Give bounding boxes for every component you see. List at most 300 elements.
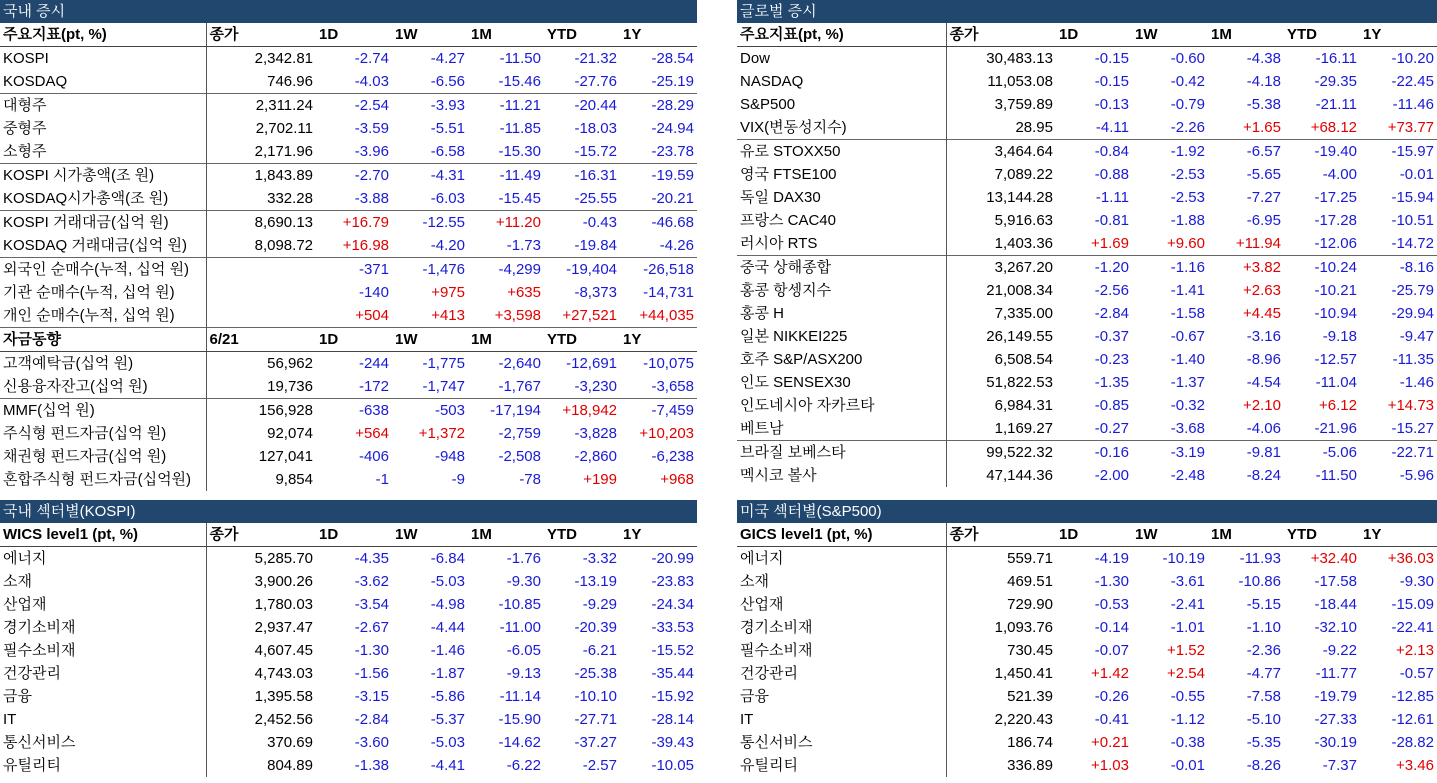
column-header: 1M [468, 23, 544, 47]
change-value: -14.72 [1391, 235, 1434, 252]
domestic-market-panel [0, 0, 697, 491]
change-value: -3,230 [574, 378, 617, 395]
row-label: 대형주 [0, 94, 206, 118]
table-row [737, 232, 1437, 256]
change-value: -15.52 [651, 642, 694, 659]
change-value: -6.58 [430, 143, 465, 160]
row-label: 혼합주식형 펀드자금(십억원) [3, 471, 192, 488]
change-value: -6.84 [430, 550, 465, 567]
change-value: +16.79 [316, 211, 392, 235]
close-value: 186.74 [946, 731, 1056, 754]
change-value: -6.95 [1246, 212, 1281, 229]
change-value: +2.54 [1167, 665, 1205, 682]
change-value: -0.84 [1056, 140, 1132, 164]
change-value: -14,731 [643, 284, 694, 301]
table-row [0, 47, 697, 71]
close-value: 4,743.03 [206, 662, 316, 685]
table-row [737, 163, 1437, 186]
row-label: 고객예탁금(십억 원) [3, 355, 134, 372]
change-value: -15.97 [1360, 140, 1437, 164]
change-value: -12.06 [1314, 235, 1357, 252]
change-value: -10.94 [1314, 305, 1357, 322]
change-value: -0.26 [1094, 688, 1129, 705]
change-value: +11.20 [468, 211, 544, 235]
change-value: -9.29 [582, 596, 617, 613]
change-value: -2.26 [1170, 119, 1205, 136]
change-value: -948 [434, 448, 465, 465]
change-value: -3.93 [392, 94, 468, 118]
change-value: -1,747 [422, 378, 465, 395]
row-label: 금융 [3, 688, 32, 705]
row-label: 유틸리티 [3, 757, 61, 774]
change-value: +3.82 [1208, 256, 1284, 280]
change-value: -3.96 [354, 143, 389, 160]
row-label: KOSDAQ시가총액(조 원) [3, 190, 169, 207]
change-value: -9.30 [506, 573, 541, 590]
column-header: 종가 [206, 523, 316, 547]
row-label: NASDAQ [740, 73, 804, 90]
change-value: -0.15 [1094, 73, 1129, 90]
change-value: -10.10 [574, 688, 617, 705]
change-value: +1.65 [1243, 119, 1281, 136]
change-value: -10,075 [643, 355, 694, 372]
table-row [737, 348, 1437, 371]
column-header: 1Y [1360, 23, 1437, 47]
close-value: 1,395.58 [206, 685, 316, 708]
change-value: -0.13 [1094, 96, 1129, 113]
table-row [737, 47, 1437, 71]
column-header: YTD [544, 523, 620, 547]
row-label: 필수소비재 [740, 642, 813, 659]
column-header: GICS level1 (pt, %) [737, 523, 946, 547]
change-value: -6.57 [1208, 140, 1284, 164]
change-value: -2.41 [1170, 596, 1205, 613]
close-value: 47,144.36 [946, 464, 1056, 487]
change-value: -4.41 [430, 757, 465, 774]
row-label: 통신서비스 [3, 734, 76, 751]
change-value: -2.57 [582, 757, 617, 774]
change-value: +36.03 [1387, 550, 1434, 567]
change-value: -10.86 [1238, 573, 1281, 590]
change-value: -5.03 [430, 573, 465, 590]
change-value: -30.19 [1314, 734, 1357, 751]
table-row [0, 731, 697, 754]
change-value: -9.18 [1322, 328, 1357, 345]
change-value: +44,035 [639, 307, 694, 324]
close-value: 2,702.11 [206, 117, 316, 140]
table-row [737, 616, 1437, 639]
change-value: -28.29 [620, 94, 697, 118]
row-label: MMF(십억 원) [0, 399, 206, 423]
close-value: 2,452.56 [206, 708, 316, 731]
close-value [206, 304, 316, 328]
table-row [0, 422, 697, 445]
change-value: -27.76 [574, 73, 617, 90]
close-value [206, 281, 316, 304]
column-header: 1W [392, 523, 468, 547]
row-label: 유로 STOXX50 [737, 140, 946, 164]
change-value: -2.00 [1094, 467, 1129, 484]
change-value: -1.16 [1132, 256, 1208, 280]
change-value: -2.53 [1170, 189, 1205, 206]
change-value: -9.30 [1399, 573, 1434, 590]
change-value: -6.56 [430, 73, 465, 90]
change-value: -5.96 [1399, 467, 1434, 484]
change-value: -19.59 [620, 164, 697, 188]
change-value: -17.25 [1314, 189, 1357, 206]
column-header: 1W [1132, 23, 1208, 47]
column-header: 1D [1056, 523, 1132, 547]
close-value: 2,342.81 [206, 47, 316, 71]
row-label: S&P500 [740, 96, 796, 113]
change-value: -5.38 [1246, 96, 1281, 113]
domestic-market-table [0, 23, 697, 491]
us-sectors-table [737, 523, 1437, 777]
change-value: -3.19 [1132, 441, 1208, 465]
change-value: -0.85 [1094, 397, 1129, 414]
column-header: 1M [1208, 523, 1284, 547]
close-value: 26,149.55 [946, 325, 1056, 348]
change-value: -9.81 [1208, 441, 1284, 465]
change-value: -6.05 [506, 642, 541, 659]
close-value: 3,267.20 [946, 256, 1056, 280]
fund-flow-header-row [0, 328, 697, 352]
change-value: -1 [375, 471, 389, 488]
change-value: -7.58 [1246, 688, 1281, 705]
column-header: 주요지표(pt, %) [0, 23, 206, 47]
column-header: 1W [392, 23, 468, 47]
close-value: 3,900.26 [206, 570, 316, 593]
change-value: -11.14 [499, 688, 541, 705]
change-value: -15.09 [1391, 596, 1434, 613]
change-value: +3.46 [1396, 757, 1434, 774]
column-header: 1Y [620, 523, 697, 547]
change-value: -8,373 [574, 284, 617, 301]
change-value: -9.47 [1399, 328, 1434, 345]
change-value: -10.24 [1284, 256, 1360, 280]
change-value: -11.35 [1392, 351, 1434, 368]
change-value: -17,194 [468, 399, 544, 423]
close-value: 13,144.28 [946, 186, 1056, 209]
column-header: 1D [316, 523, 392, 547]
table-row [0, 304, 697, 328]
global-market-table [737, 23, 1437, 487]
change-value: -28.14 [651, 711, 694, 728]
change-value: -1.46 [430, 642, 465, 659]
close-value: 336.89 [946, 754, 1056, 777]
change-value: -15.94 [1391, 189, 1434, 206]
close-value: 370.69 [206, 731, 316, 754]
change-value: -3.88 [354, 190, 389, 207]
change-value: +975 [431, 284, 465, 301]
close-value: 3,759.89 [946, 93, 1056, 116]
close-value: 559.71 [946, 547, 1056, 571]
close-value: 746.96 [206, 70, 316, 94]
change-value: -3.61 [1170, 573, 1205, 590]
row-label: Dow [740, 50, 771, 67]
close-value: 51,822.53 [946, 371, 1056, 394]
change-value: -0.23 [1094, 351, 1129, 368]
close-value: 127,041 [206, 445, 316, 468]
row-label: 경기소비재 [740, 619, 813, 636]
close-value: 99,522.32 [946, 441, 1056, 465]
change-value: -1.12 [1170, 711, 1205, 728]
change-value: -17.58 [1314, 573, 1357, 590]
change-value: -15.45 [498, 190, 541, 207]
change-value: -140 [358, 284, 389, 301]
change-value: -4.44 [430, 619, 465, 636]
close-value: 1,403.36 [946, 232, 1056, 256]
change-value: -15.72 [574, 143, 617, 160]
global-header-row [737, 23, 1437, 47]
kospi-sector-header-row [0, 523, 697, 547]
close-value: 4,607.45 [206, 639, 316, 662]
change-value: -16.31 [544, 164, 620, 188]
table-row [0, 662, 697, 685]
row-label: IT [3, 711, 17, 728]
change-value: +504 [355, 307, 389, 324]
close-value: 2,171.96 [206, 140, 316, 164]
change-value: -4.27 [430, 50, 465, 67]
column-header: 종가 [946, 23, 1056, 47]
change-value: -25.79 [1391, 282, 1434, 299]
change-value: +1.52 [1167, 642, 1205, 659]
change-value: -1.92 [1132, 140, 1208, 164]
row-label: KOSDAQ 거래대금(십억 원) [3, 237, 187, 254]
row-label: 영국 FTSE100 [740, 166, 837, 183]
row-label: 개인 순매수(누적, 십억 원) [3, 307, 175, 324]
table-row [0, 140, 697, 164]
us-sectors-title: 미국 섹터별(S&P500) [737, 500, 1437, 523]
change-value: -10.51 [1391, 212, 1434, 229]
change-value: -1.35 [1094, 374, 1129, 391]
change-value: +413 [431, 307, 465, 324]
change-value: -4.54 [1246, 374, 1281, 391]
change-value: -3.59 [354, 120, 389, 137]
close-value: 5,916.63 [946, 209, 1056, 232]
change-value: -6.22 [506, 757, 541, 774]
change-value: -8.96 [1246, 351, 1281, 368]
change-value: +6.12 [1319, 397, 1357, 414]
change-value: -26,518 [620, 258, 697, 282]
change-value: -3.68 [1170, 420, 1205, 437]
change-value: -12.85 [1391, 688, 1434, 705]
change-value: -7.37 [1322, 757, 1357, 774]
row-label: 독일 DAX30 [740, 189, 821, 206]
close-value: 469.51 [946, 570, 1056, 593]
change-value: +199 [583, 471, 617, 488]
close-value: 56,962 [206, 352, 316, 376]
change-value: -4.11 [1095, 119, 1129, 136]
change-value: -638 [316, 399, 392, 423]
change-value: -18.03 [574, 120, 617, 137]
change-value: -4.03 [354, 73, 389, 90]
column-header: YTD [544, 328, 620, 352]
close-value: 521.39 [946, 685, 1056, 708]
row-label: 경기소비재 [3, 619, 76, 636]
change-value: -29.94 [1391, 305, 1434, 322]
change-value: -20.99 [651, 550, 694, 567]
change-value: -19.40 [1284, 140, 1360, 164]
close-value: 6,508.54 [946, 348, 1056, 371]
column-header: YTD [1284, 23, 1360, 47]
change-value: -23.83 [651, 573, 694, 590]
column-header: YTD [544, 23, 620, 47]
change-value: -78 [519, 471, 541, 488]
close-value: 3,464.64 [946, 140, 1056, 164]
close-value: 1,843.89 [206, 164, 316, 188]
change-value: -4.06 [1246, 420, 1281, 437]
change-value: -11.93 [1239, 550, 1281, 567]
table-row [0, 593, 697, 616]
table-row [0, 117, 697, 140]
table-row [0, 164, 697, 188]
table-row [0, 187, 697, 211]
change-value: -4.38 [1246, 50, 1281, 67]
change-value: -5.37 [430, 711, 465, 728]
change-value: -5.15 [1246, 596, 1281, 613]
change-value: -1.30 [1094, 573, 1129, 590]
change-value: -6,238 [651, 448, 694, 465]
change-value: -0.79 [1170, 96, 1205, 113]
change-value: -5.03 [430, 734, 465, 751]
change-value: -20.39 [574, 619, 617, 636]
global-market-title: 글로벌 증시 [737, 0, 1437, 23]
change-value: -11.00 [499, 619, 541, 636]
change-value: -1.87 [430, 665, 465, 682]
change-value: -2.67 [354, 619, 389, 636]
row-label: 금융 [740, 688, 769, 705]
change-value: -21.96 [1314, 420, 1357, 437]
change-value: -13.19 [574, 573, 617, 590]
change-value: -0.57 [1399, 665, 1434, 682]
close-value: 30,483.13 [946, 47, 1056, 71]
change-value: -1.88 [1170, 212, 1205, 229]
change-value: +14.73 [1387, 397, 1434, 414]
change-value: -244 [358, 355, 389, 372]
change-value: +1,372 [418, 425, 465, 442]
change-value: -0.32 [1170, 397, 1205, 414]
table-row [0, 211, 697, 235]
change-value: -28.54 [651, 50, 694, 67]
kospi-sectors-title: 국내 섹터별(KOSPI) [0, 500, 697, 523]
column-header: WICS level1 (pt, %) [0, 523, 206, 547]
change-value: -20.44 [544, 94, 620, 118]
table-row [0, 754, 697, 777]
row-label: 프랑스 CAC40 [740, 212, 836, 229]
close-value: 7,089.22 [946, 163, 1056, 186]
row-label: KOSDAQ [3, 73, 68, 90]
change-value: -25.19 [651, 73, 694, 90]
change-value: +9.60 [1167, 235, 1205, 252]
change-value: -1.30 [354, 642, 389, 659]
change-value: +1.42 [1091, 665, 1129, 682]
row-label: 소재 [3, 573, 32, 590]
change-value: -24.94 [651, 120, 694, 137]
change-value: -11.49 [468, 164, 544, 188]
change-value: -4.18 [1246, 73, 1281, 90]
table-row [737, 570, 1437, 593]
change-value: -1.11 [1095, 189, 1129, 206]
change-value: -1.20 [1056, 256, 1132, 280]
change-value: -17.28 [1314, 212, 1357, 229]
change-value: -0.67 [1170, 328, 1205, 345]
column-header: 1D [316, 23, 392, 47]
change-value: -29.35 [1314, 73, 1357, 90]
change-value: -0.16 [1056, 441, 1132, 465]
close-value: 5,285.70 [206, 547, 316, 571]
change-value: -2,508 [498, 448, 541, 465]
change-value: -2.54 [316, 94, 392, 118]
change-value: -15.46 [498, 73, 541, 90]
row-label: 홍콩 항셍지수 [740, 282, 832, 299]
change-value: +2.13 [1396, 642, 1434, 659]
change-value: -1.10 [1246, 619, 1281, 636]
change-value: -172 [358, 378, 389, 395]
row-label: 주식형 펀드자금(십억 원) [3, 425, 167, 442]
change-value: -6.21 [582, 642, 617, 659]
change-value: -5.51 [430, 120, 465, 137]
column-header: 1D [316, 328, 392, 352]
row-label: 채권형 펀드자금(십억 원) [3, 448, 167, 465]
change-value: -32.10 [1314, 619, 1357, 636]
row-label: 산업재 [3, 596, 47, 613]
us-sectors-panel [737, 500, 1437, 777]
column-header: 1M [468, 328, 544, 352]
change-value: -503 [392, 399, 468, 423]
column-header: 1M [468, 523, 544, 547]
change-value: -3.15 [354, 688, 389, 705]
change-value: -1.01 [1170, 619, 1205, 636]
change-value: -0.53 [1094, 596, 1129, 613]
change-value: +11.94 [1235, 235, 1281, 252]
table-row [737, 708, 1437, 731]
change-value: -24.34 [651, 596, 694, 613]
change-value: -11.04 [1315, 374, 1357, 391]
close-value: 1,450.41 [946, 662, 1056, 685]
change-value: -33.53 [651, 619, 694, 636]
table-row [0, 94, 697, 118]
change-value: -1,476 [392, 258, 468, 282]
row-label: 외국인 순매수(누적, 십억 원) [0, 258, 206, 282]
change-value: -4.00 [1322, 166, 1357, 183]
table-row [737, 417, 1437, 441]
close-value: 8,098.72 [206, 234, 316, 258]
change-value: -5.10 [1246, 711, 1281, 728]
global-market-panel [737, 0, 1437, 487]
change-value: -0.42 [1170, 73, 1205, 90]
close-value: 1,780.03 [206, 593, 316, 616]
row-label: 호주 S&P/ASX200 [740, 351, 863, 368]
change-value: -0.14 [1094, 619, 1129, 636]
column-header: 종가 [946, 523, 1056, 547]
table-row [0, 547, 697, 571]
table-row [737, 662, 1437, 685]
column-header: 1Y [1360, 523, 1437, 547]
change-value: -0.15 [1094, 50, 1129, 67]
change-value: -9.22 [1322, 642, 1357, 659]
change-value: +564 [355, 425, 389, 442]
change-value: -2.74 [354, 50, 389, 67]
change-value: +73.77 [1387, 119, 1434, 136]
table-row [0, 468, 697, 491]
table-row [0, 639, 697, 662]
table-row [737, 547, 1437, 571]
row-label: VIX(변동성지수) [740, 119, 847, 136]
change-value: -10.21 [1314, 282, 1357, 299]
change-value: -23.78 [651, 143, 694, 160]
change-value: -0.01 [1399, 166, 1434, 183]
